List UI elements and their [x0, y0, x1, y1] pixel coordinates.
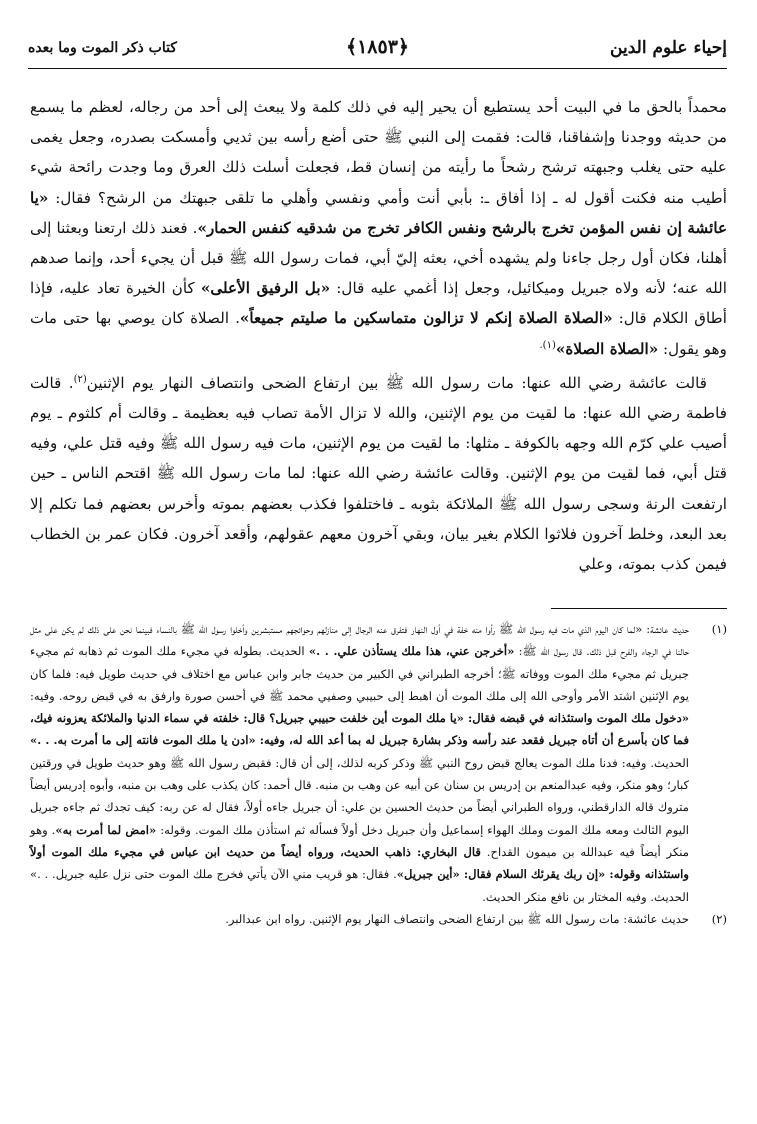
page-number: ﴿١٨٥٣﴾ [345, 36, 410, 58]
text-run: كأن الخيرة تعاد عليه، فإذا أطاق الكلام قال: [30, 279, 727, 328]
text-run: قالت عائشة رضي الله عنها: مات رسول الله ﷺ بين ارتفاع الضحى وانتصاف النهار يوم الإثنين [86, 373, 707, 392]
hadith-quote: «يا عائشة إن نفس المؤمن تخرج بالرشح ونفس الكافر تخرج من شدقيه كنفس الحمار» [30, 188, 728, 237]
page-header [28, 34, 727, 74]
paragraph-2 [30, 368, 727, 579]
footnote-ref: (٢) [73, 373, 87, 385]
paragraph-1 [30, 92, 727, 364]
text-run: . قالت فاطمة رضي الله عنها: ما لقيت من يوم الإثنين، والله لا تزال الأمة تصاب فيه بعظيمة ـ وقالت أم كلثوم ـ يوم أصيب علي كرّم الله وجهه بالكوفة ـ مثلها: ما لقيت من يوم الإثنين، مات فيه رسول الله ﷺ وفيه قتل علي، وفيه قتل أبي، فما لقيت من يوم الإثنين. وقالت عائشة رضي الله عنها: لما مات رسول الله ﷺ اقتحم الناس ـ حين ارتفعت الرنة وسجى رسول الله ﷺ الملائكة بثوبه ـ فاختلفوا فكذب بعضهم بموته وأخرس بعضهم فما تكلم إلا بعد البعد، وخلط آخرون فلاثوا الكلام بغير بيان، وبقي آخرون معهم عقولهم، وأقعد آخرون. فكان عمر بن الخطاب فيمن كذب بموته، وعلي [30, 373, 727, 574]
text-run: حديث عائشة: مات رسول الله ﷺ بين ارتفاع الضحى وانتصاف النهار يوم الإثنين. رواه ابن عبدالبر. [225, 911, 689, 926]
text-run: الحديث. وفيه: فدنا ملك الموت يعالج قبض روح النبي ﷺ وذكر كربه لذلك، إلى أن قال: فقبض رسول الله ﷺ وهو حديث طويل في ورقتين كبار؛ وهو منكر، وفيه عبدالمنعم بن إدريس بن سنان عن أبيه عن وهب بن منبه. قال أحمد: كان يكذب على وهب بن منبه، وأبوه إدريس أيضاً متروك قاله الدارقطني، ورواه الطبراني أيضاً من حديث الحسين بن علي: أن جبريل جاءه أولاً، فقال له عن ربه: كيف تجدك ثم جاءه جبريل اليوم الثالث ومعه ملك الموت وملك الهواء إسماعيل وأن جبريل دخل أولاً فسأله ثم استأذن ملك الموت. وقوله: [30, 755, 689, 837]
footnote-number: (١) [711, 622, 727, 636]
hadith-quote: «امض لما أمرت به» [55, 822, 157, 837]
text-run: . الصلاة كان يوصي بها حتى مات وهو يقول: [30, 309, 727, 358]
hadith-quote: «الصلاة الصلاة» [555, 339, 659, 358]
footnote-divider [551, 608, 727, 609]
hadith-quote: «الصلاة الصلاة إنكم لا تزالون متماسكين ما صليتم جميعاً» [239, 309, 613, 328]
footnote-ref: (١). [539, 339, 556, 351]
hadith-quote: قال البخاري: ذاهب الحديث، ورواه أيضاً من حديث ابن عباس في مجيء ملك الموت أولاً واستئذانه وقوله: «إن ربك يقرئك السلام فقال: «أين جبريل» [30, 844, 689, 882]
book-title: إحياء علوم الدين [610, 38, 727, 58]
chapter-title: كتاب ذكر الموت وما بعده [28, 40, 177, 56]
footnote [30, 908, 727, 930]
header-divider [28, 68, 727, 69]
main-text [30, 92, 727, 579]
hadith-quote: «بل الرفيق الأعلى» [200, 279, 331, 298]
hadith-quote: «أخرجن عني، هذا ملك يستأذن علي. . .» [308, 644, 515, 659]
footnote-number: (٢) [711, 911, 727, 926]
text-run: . فقال: هو قريب مني الآن يأتي فخرج ملك الموت حتى نزل عليه جبريل. . .» الحديث. وفيه المختار بن نافع منكر الحديث. [30, 867, 689, 904]
text-run: محمداً بالحق ما في البيت أحد يستطيع أن يحير إليه في ذلك كلمة ولا يبعث إلى أحد من رجاله، لعظم ما يسمع من حديثه ووجدنا وإشفاقنا، قالت: فقمت إلى النبي ﷺ حتى أضع رأسه بين ثديي وأمسكت بصدره، وجعل يغمى عليه حتى يغلب وجبهته ترشح رشحاً ما رأيته من إنسان قط، فجعلت أسلت ذلك العرق وما وجدت رائحة شيء أطيب منه فكنت أقول له ـ إذا أفاق ـ: بأبي أنت وأمي ونفسي وأهلي ما تلقى جبهتك من الرشح؟ فقال: [30, 98, 727, 207]
text-run: الحديث. بطوله في مجيء ملك الموت ثم ذهابه ثم مجيء جبريل ثم مجيء ملك الموت ووفاته ﷺ؛ أخرجه الطبراني في الكبير من حديث جابر وابن عباس مع اختلاف في حديث طويل فيه: فلما كان يوم الإثنين اشتد الأمر وأوحى الله إلى ملك الموت أن اهبط إلى حبيبي وصفيي محمد ﷺ في أحسن صورة وارفق به في قبض روحه. وفيه: [30, 644, 689, 703]
text-run: . وهو منكر أيضاً فيه عبدالله بن ميمون القداح. [30, 822, 690, 859]
footnotes [30, 618, 727, 930]
hadith-quote: «دخول ملك الموت واستئذانه في قبضه فقال: «يا ملك الموت أين خلفت حبيبي جبريل؟ قال: خلفته في سماء الدنيا والملائكة يعزونه فيك، فما كان بأسرع أن أتاه جبريل فقعد عند رأسه وذكر بشارة جبريل له بما أعد الله له، وفيه: «ادن يا ملك الموت فانته إلى ما أمرت به. . .» [30, 711, 689, 748]
text-run: حديث عائشة: «لما كان اليوم الذي مات فيه رسول الله ﷺ رأوا منه خفة في أول النهار فتفرق عنه الرجال إلى منازلهم وحوائجهم مستبشرين وأخلوا رسول الله ﷺ بالنساء فبينما نحن على ذلك لم يكن على مثل حالنا في الرجاء والفرح قبل ذلك. قال رسول الله ﷺ: [30, 622, 689, 659]
footnote [30, 618, 727, 908]
text-run: . فعند ذلك ارتعنا وبعثنا إلى أهلنا، فكان أول رجل جاءنا ولم يشهده أخي، بعثه إليّ أبي، فمات رسول الله ﷺ قبل أن يجيء أحد، وإنما صدهم الله عنه؛ لأنه ولاه جبريل وميكائيل، وجعل إذا أغمي عليه قال: [30, 218, 727, 298]
